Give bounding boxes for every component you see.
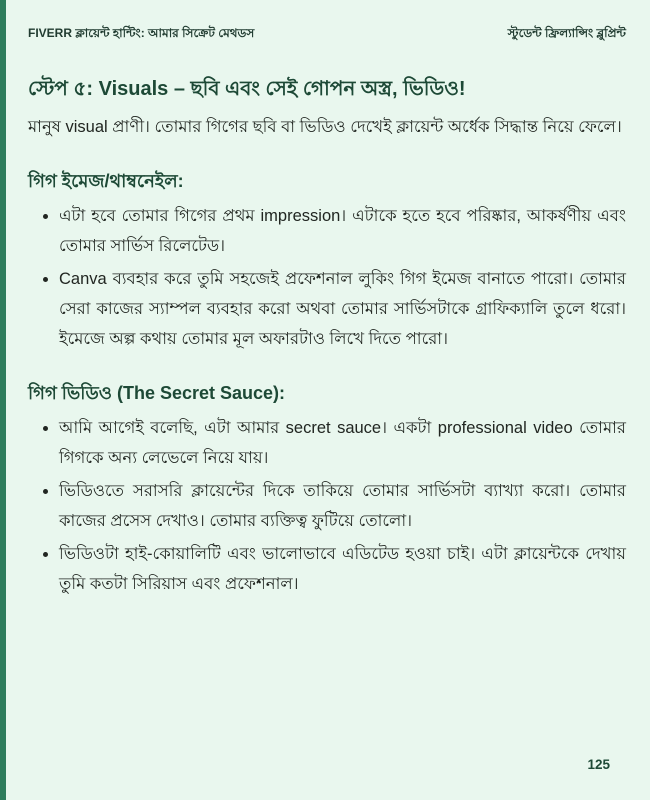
header-book-title: FIVERR ক্লায়েন্ট হান্টিং: আমার সিক্রেট মেথডস <box>28 26 255 40</box>
bullet-item: • এটা হবে তোমার গিগের প্রথম impression। এটাকে হতে হবে পরিষ্কার, আকর্ষণীয় এবং তোমার সার্ভিস রিলেটেড। <box>59 201 626 261</box>
bullet-item: • ভিডিওটা হাই-কোয়ালিটি এবং ভালোভাবে এডিটেড হওয়া চাই। এটা ক্লায়েন্টকে দেখায় তুমি কতটা সিরিয়াস এবং প্রফেশনাল। <box>59 539 626 599</box>
page-title: স্টেপ ৫: Visuals – ছবি এবং সেই গোপন অস্ত্র, ভিডিও! <box>28 78 466 100</box>
running-header <box>28 0 626 45</box>
intro-paragraph: মানুষ visual প্রাণী। তোমার গিগের ছবি বা ভিডিও দেখেই ক্লায়েন্ট অর্ধেক সিদ্ধান্ত নিয়ে ফেলে। <box>28 118 622 136</box>
bullet-list-gig-image <box>28 201 626 354</box>
section-heading-gig-video: গিগ ভিডিও (The Secret Sauce): <box>28 383 286 403</box>
bullet-list-gig-video <box>28 413 626 599</box>
bullet-item: • Canva ব্যবহার করে তুমি সহজেই প্রফেশনাল লুকিং গিগ ইমেজ বানাতে পারো। তোমার সেরা কাজের স্যাম্পল ব্যবহার করো অথবা তোমার সার্ভিসটাকে গ্রাফিক্যালি তুলে ধরো। ইমেজে অল্প কথায় তোমার মূল অফারটাও লিখে দিতে পারো। <box>59 264 626 354</box>
bullet-item: • ভিডিওতে সরাসরি ক্লায়েন্টের দিকে তাকিয়ে তোমার সার্ভিসটা ব্যাখ্যা করো। তোমার কাজের প্রসেস দেখাও। তোমার ব্যক্তিত্ব ফুটিয়ে তোলো। <box>59 476 626 536</box>
page-content <box>28 0 626 602</box>
left-accent-bar <box>0 0 6 800</box>
section-heading-gig-image: গিগ ইমেজ/থাম্বনেইল: <box>28 171 184 191</box>
bullet-item: • আমি আগেই বলেছি, এটা আমার secret sauce। একটা professional video তোমার গিগকে অন্য লেভেলে নিয়ে যায়। <box>59 413 626 473</box>
header-series-title: স্টুডেন্ট ফ্রিল্যান্সিং ব্লুপ্রিন্ট <box>507 26 626 40</box>
page-number: 125 <box>587 757 610 772</box>
